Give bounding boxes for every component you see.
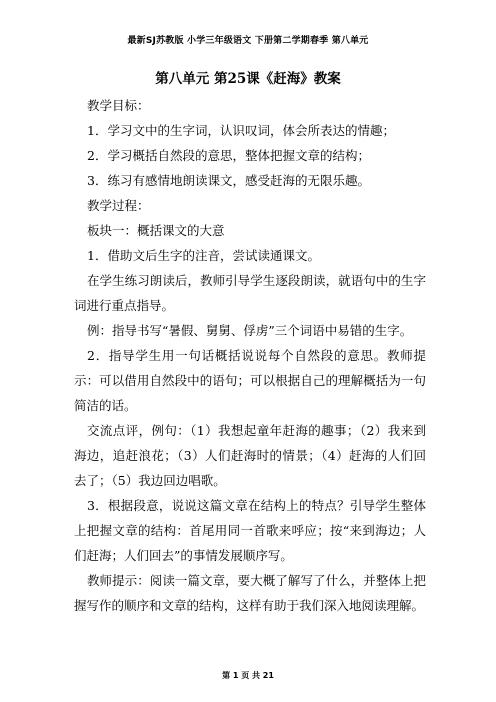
paragraph-objective-1: 1．学习文中的生字词，认识叹词，体会所表达的情趣； xyxy=(87,123,395,138)
document-body xyxy=(74,93,426,618)
paragraph-objective-2: 2．学习概括自然段的意思，整体把握文章的结构； xyxy=(87,148,370,163)
paragraph-process-heading: 教学过程： xyxy=(87,198,150,213)
paragraph-objective-3: 3．练习有感情地朗读课文，感受赶海的无限乐趣。 xyxy=(87,173,370,188)
paragraph-section-1: 板块一：概括课文的大意 xyxy=(87,223,225,238)
page-footer: 第 1 页 共 21 xyxy=(222,671,274,680)
paragraph-teacher-tip: 教师提示：阅读一篇文章，要大概了解写了什么，并整体上把握写作的顺序和文章的结构，这样有助于我们深入地阅读理解。 xyxy=(74,573,426,613)
page-header: 最新SJ苏教版 小学三年级语文 下册第二学期春季 第八单元 xyxy=(127,36,369,46)
paragraph-discussion: 交流点评，例句：（1）我想起童年赶海的趣事；（2）我来到海边，追赶浪花；（3）人们赶海时的情景；（4）赶海的人们回去了；（5）我边回边唱歌。 xyxy=(74,423,426,488)
paragraph-objectives-heading: 教学目标： xyxy=(87,98,150,113)
paragraph-step-2: 2．指导学生用一句话概括说说每个自然段的意思。教师提示：可以借用自然段中的语句；可以根据自己的理解概括为一句简洁的话。 xyxy=(74,348,426,413)
paragraph-step-1-detail: 在学生练习朗读后，教师引导学生逐段朗读，就语句中的生字词进行重点指导。 xyxy=(74,273,426,313)
document-title: 第八单元 第25课《赶海》教案 xyxy=(155,71,341,87)
paragraph-example: 例：指导书写“暑假、舅舅、俘虏”三个词语中易错的生字。 xyxy=(87,323,413,338)
paragraph-step-1: 1．借助文后生字的注音，尝试读通课文。 xyxy=(87,248,320,263)
paragraph-step-3: 3．根据段意，说说这篇文章在结构上的特点？引导学生整体上把握文章的结构：首尾用同一首歌来呼应；按“来到海边；人们赶海；人们回去”的事情发展顺序写。 xyxy=(74,498,426,563)
